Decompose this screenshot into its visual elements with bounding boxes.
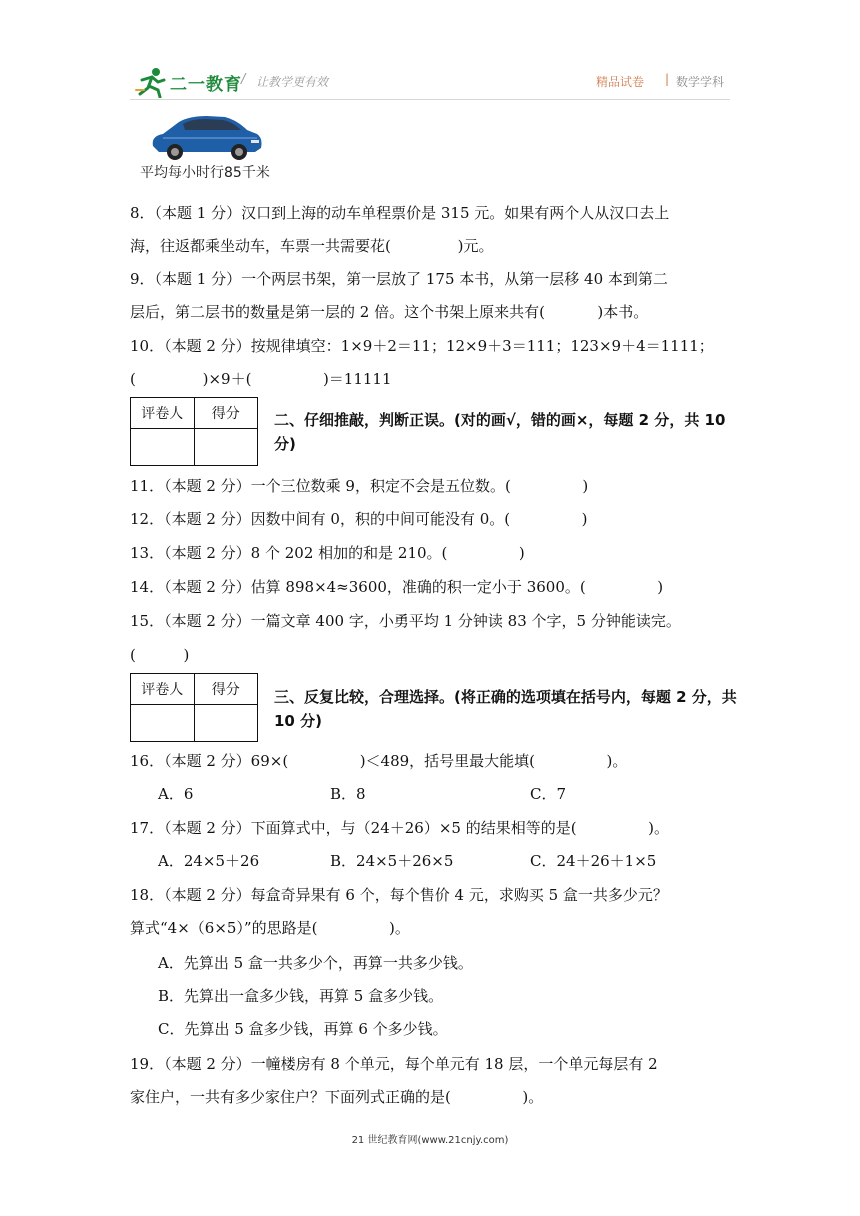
q16-option-c: C．7 [530, 785, 567, 803]
question-18-line-2: 算式“4×（6×5）”的思路是( )。 [130, 919, 410, 937]
question-13: 13．（本题 2 分）8 个 202 相加的和是 210。( ) [130, 544, 525, 562]
question-8-line-1: 8．（本题 1 分）汉口到上海的动车单程票价是 315 元。如果有两个人从汉口去上 [130, 204, 670, 222]
grader-cell [131, 705, 195, 742]
brand-slogan: 让教学更有效 [256, 75, 329, 89]
score-cell [194, 705, 258, 742]
page-header [0, 0, 860, 110]
question-19-line-2: 家住户，一共有多少家住户？下面列式正确的是( )。 [130, 1088, 544, 1106]
header-rule [130, 99, 730, 100]
q17-option-a: A．24×5＋26 [158, 852, 260, 870]
running-figure-icon [134, 66, 168, 98]
question-16: 16．（本题 2 分）69×( )＜489，括号里最大能填( )。 [130, 752, 628, 770]
q17-option-b: B．24×5＋26×5 [330, 852, 454, 870]
question-18-line-1: 18．（本题 2 分）每盒奇异果有 6 个，每个售价 4 元，求购买 5 盒一共多少元？ [130, 886, 668, 904]
q16-option-a: A．6 [158, 785, 194, 803]
question-8-line-2: 海，往返都乘坐动车，车票一共需要花( )元。 [130, 237, 494, 255]
header-separator: | [665, 72, 670, 86]
score-label: 得分 [194, 674, 258, 705]
header-subject: 数学学科 [676, 75, 725, 89]
brand-divider: / [241, 72, 246, 87]
q18-option-c: C．先算出 5 盒多少钱，再算 6 个多少钱。 [158, 1020, 448, 1038]
brand-name: 二一教育 [170, 75, 242, 95]
question-17: 17．（本题 2 分）下面算式中，与（24＋26）×5 的结果相等的是( )。 [130, 819, 669, 837]
question-15-line-1: 15．（本题 2 分）一篇文章 400 字，小勇平均 1 分钟读 83 个字，5 分钟能读完。 [130, 612, 681, 630]
question-19-line-1: 19．（本题 2 分）一幢楼房有 8 个单元，每个单元有 18 层，一个单元每层有 2 [130, 1055, 658, 1073]
grader-table-section-3 [130, 673, 258, 742]
question-15-line-2: ( ) [130, 646, 190, 664]
page-footer: 21 世纪教育网(www.21cnjy.com) [351, 1135, 509, 1146]
question-11: 11．（本题 2 分）一个三位数乘 9，积定不会是五位数。( ) [130, 477, 589, 495]
section-3-title: 三、反复比较，合理选择。(将正确的选项填在括号内，每题 2 分，共 10 分) [274, 688, 737, 730]
grader-table-section-2 [130, 397, 258, 466]
section-2-title: 二、仔细推敲，判断正误。(对的画√，错的画×，每题 2 分，共 10 分) [274, 411, 726, 453]
q17-option-c: C．24＋26＋1×5 [530, 852, 657, 870]
question-14: 14．（本题 2 分）估算 898×4≈3600，准确的积一定小于 3600。( ) [130, 578, 664, 596]
question-9-line-2: 层后，第二层书的数量是第一层的 2 倍。这个书架上原来共有( )本书。 [130, 303, 649, 321]
grader-label: 评卷人 [131, 674, 195, 705]
question-10-line-2: ( )×9＋( )＝11111 [130, 370, 392, 388]
question-12: 12．（本题 2 分）因数中间有 0，积的中间可能没有 0。( ) [130, 510, 588, 528]
grader-label: 评卷人 [131, 398, 195, 429]
q18-option-a: A．先算出 5 盒一共多少个，再算一共多少钱。 [158, 954, 473, 972]
car-illustration [145, 108, 265, 164]
question-10-line-1: 10．（本题 2 分）按规律填空：1×9＋2＝11；12×9＋3＝111；123×9＋4＝1111； [130, 337, 714, 355]
score-cell [194, 429, 258, 466]
header-tag: 精品试卷 [596, 75, 645, 89]
q18-option-b: B．先算出一盒多少钱，再算 5 盒多少钱。 [158, 987, 444, 1005]
score-label: 得分 [194, 398, 258, 429]
grader-cell [131, 429, 195, 466]
q16-option-b: B．8 [330, 785, 366, 803]
figure-caption: 平均每小时行85千米 [140, 165, 270, 181]
question-9-line-1: 9．（本题 1 分）一个两层书架，第一层放了 175 本书，从第一层移 40 本到第二 [130, 270, 668, 288]
